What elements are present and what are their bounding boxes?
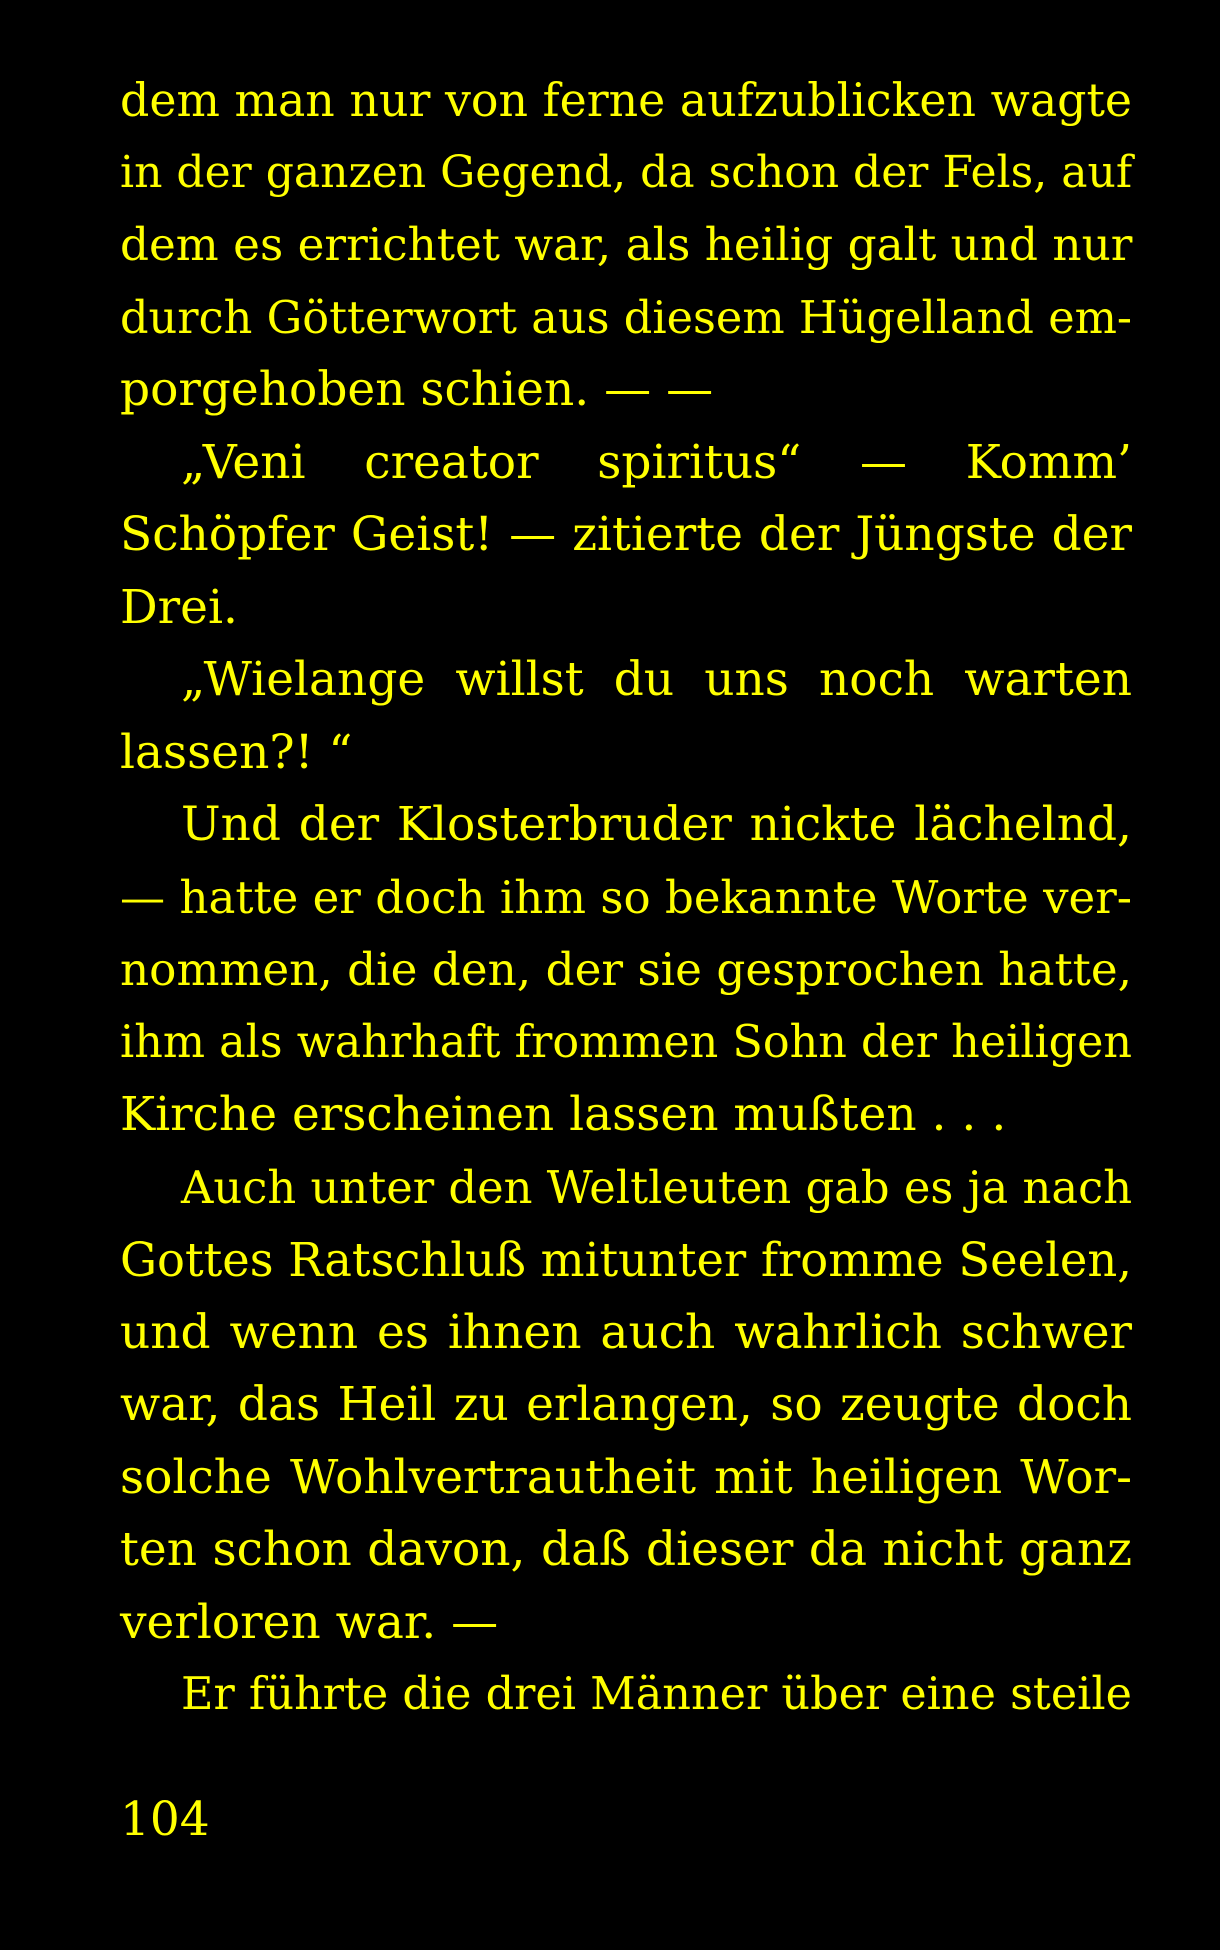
text-line: lassen?! “ bbox=[120, 724, 353, 780]
page-number: 104 bbox=[120, 1792, 210, 1847]
text-line: war, das Heil zu erlangen, so zeugte doch bbox=[120, 1377, 1132, 1432]
text-line: — hatte er doch ihm so bekannte Worte ver- bbox=[120, 870, 1132, 924]
body-text bbox=[120, 64, 1132, 1732]
text-line: Auch unter den Weltleuten gab es ja nach bbox=[181, 1160, 1133, 1214]
text-line: Er führte die drei Männer über eine steile bbox=[181, 1669, 1132, 1720]
text-line: Und der Klosterbruder nickte lächelnd, bbox=[181, 797, 1132, 852]
text-line: verloren war. — bbox=[120, 1594, 499, 1650]
text-line: dem es errichtet war, als heilig galt und nur bbox=[120, 218, 1133, 271]
text-line: ihm als wahrhaft frommen Sohn der heiligen bbox=[120, 1016, 1133, 1068]
text-line: nommen, die den, der sie gesprochen hatte, bbox=[120, 943, 1133, 996]
text-line: durch Götterwort aus diesem Hügelland em- bbox=[120, 291, 1132, 344]
text-line: und wenn es ihnen auch wahrlich schwer bbox=[120, 1304, 1132, 1360]
text-line: Schöpfer Geist! — zitierte der Jüngste der bbox=[120, 507, 1132, 562]
text-line: ten schon davon, daß dieser da nicht ganz bbox=[120, 1522, 1132, 1577]
text-line: Kirche erscheinen lassen mußten . . . bbox=[120, 1087, 1007, 1142]
text-line: Drei. bbox=[120, 579, 238, 635]
text-line: Gottes Ratschluß mitunter fromme Seelen, bbox=[120, 1233, 1132, 1287]
text-line: porgehoben schien. — — bbox=[120, 362, 714, 417]
text-line: „Veni creator spiritus“ — Komm’ bbox=[181, 434, 1132, 490]
text-line: dem man nur von ferne aufzublicken wagte bbox=[120, 73, 1132, 127]
text-line: in der ganzen Gegend, da schon der Fels, auf bbox=[120, 146, 1133, 198]
text-line: solche Wohlvertrautheit mit heiligen Wor- bbox=[120, 1449, 1132, 1505]
text-line: „Wielange willst du uns noch warten bbox=[181, 652, 1132, 707]
